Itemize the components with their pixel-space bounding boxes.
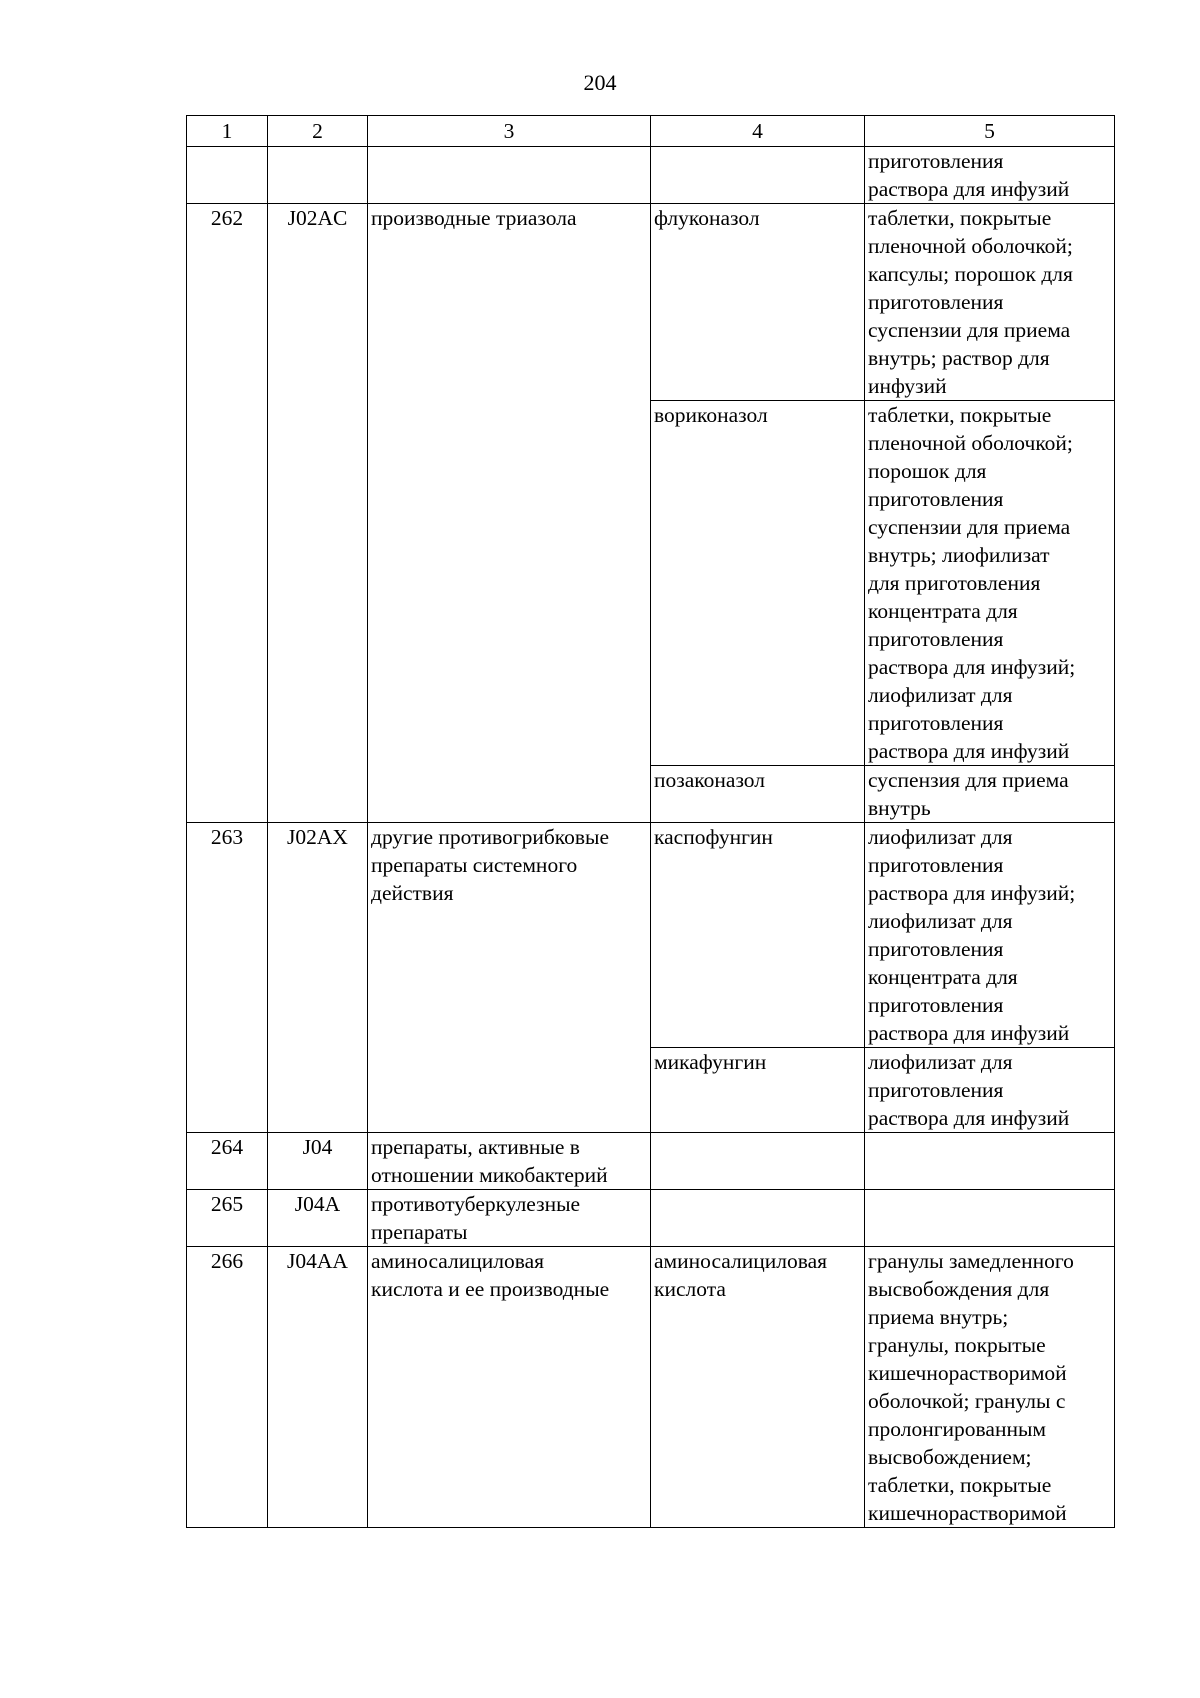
atc-code-cell: J02AC: [268, 204, 368, 823]
table-header-row: [187, 116, 1115, 147]
dosage-form-cell: таблетки, покрытые пленочной оболочкой; капсулы; порошок для приготовления суспензии для приема внутрь; раствор для инфузий: [865, 204, 1115, 401]
drug-name-cell: вориконазол: [651, 401, 865, 766]
table-row-263: [187, 823, 1115, 1048]
atc-code-cell: J04: [268, 1133, 368, 1190]
atc-group-cell: препараты, активные в отношении микобактерий: [368, 1133, 651, 1190]
table-row-262: [187, 204, 1115, 401]
page-number: 204: [583, 70, 617, 95]
row-number-cell: 266: [187, 1247, 268, 1528]
empty-cell: [651, 1190, 865, 1247]
drug-table: [186, 115, 1115, 1528]
row-number-cell: 265: [187, 1190, 268, 1247]
header-cell: 3: [368, 116, 651, 147]
empty-cell: [651, 147, 865, 204]
row-number-cell: 264: [187, 1133, 268, 1190]
atc-code-cell: J04AA: [268, 1247, 368, 1528]
empty-cell: [865, 1190, 1115, 1247]
empty-cell: [268, 147, 368, 204]
row-number-cell: 263: [187, 823, 268, 1133]
atc-code-cell: J02AX: [268, 823, 368, 1133]
table-row-264: [187, 1133, 1115, 1190]
row-number-cell: 262: [187, 204, 268, 823]
table-row-266: [187, 1247, 1115, 1528]
atc-group-cell: противотуберкулезные препараты: [368, 1190, 651, 1247]
empty-cell: [368, 147, 651, 204]
dosage-form-cell: приготовления раствора для инфузий: [865, 147, 1115, 204]
drug-name-cell: аминосалициловая кислота: [651, 1247, 865, 1528]
atc-group-cell: аминосалициловая кислота и ее производные: [368, 1247, 651, 1528]
table-row-continuation: [187, 147, 1115, 204]
dosage-form-cell: лиофилизат для приготовления раствора для инфузий; лиофилизат для приготовления концентрата для приготовления раствора для инфузий: [865, 823, 1115, 1048]
atc-group-cell: другие противогрибковые препараты системного действия: [368, 823, 651, 1133]
empty-cell: [651, 1133, 865, 1190]
header-cell: 5: [865, 116, 1115, 147]
dosage-form-cell: лиофилизат для приготовления раствора для инфузий: [865, 1048, 1115, 1133]
header-cell: 1: [187, 116, 268, 147]
dosage-form-cell: суспензия для приема внутрь: [865, 766, 1115, 823]
dosage-form-cell: таблетки, покрытые пленочной оболочкой; порошок для приготовления суспензии для приема внутрь; лиофилизат для приготовления концентрата для приготовления раствора для инфузий; лиофилизат для приготовления раствора для инфузий: [865, 401, 1115, 766]
drug-name-cell: микафунгин: [651, 1048, 865, 1133]
empty-cell: [865, 1133, 1115, 1190]
header-cell: 4: [651, 116, 865, 147]
drug-name-cell: каспофунгин: [651, 823, 865, 1048]
drug-name-cell: позаконазол: [651, 766, 865, 823]
drug-name-cell: флуконазол: [651, 204, 865, 401]
table-row-265: [187, 1190, 1115, 1247]
empty-cell: [187, 147, 268, 204]
header-cell: 2: [268, 116, 368, 147]
atc-code-cell: J04A: [268, 1190, 368, 1247]
atc-group-cell: производные триазола: [368, 204, 651, 823]
dosage-form-cell: гранулы замедленного высвобождения для приема внутрь; гранулы, покрытые кишечнорастворимой оболочкой; гранулы с пролонгированным высвобождением; таблетки, покрытые кишечнорастворимой: [865, 1247, 1115, 1528]
